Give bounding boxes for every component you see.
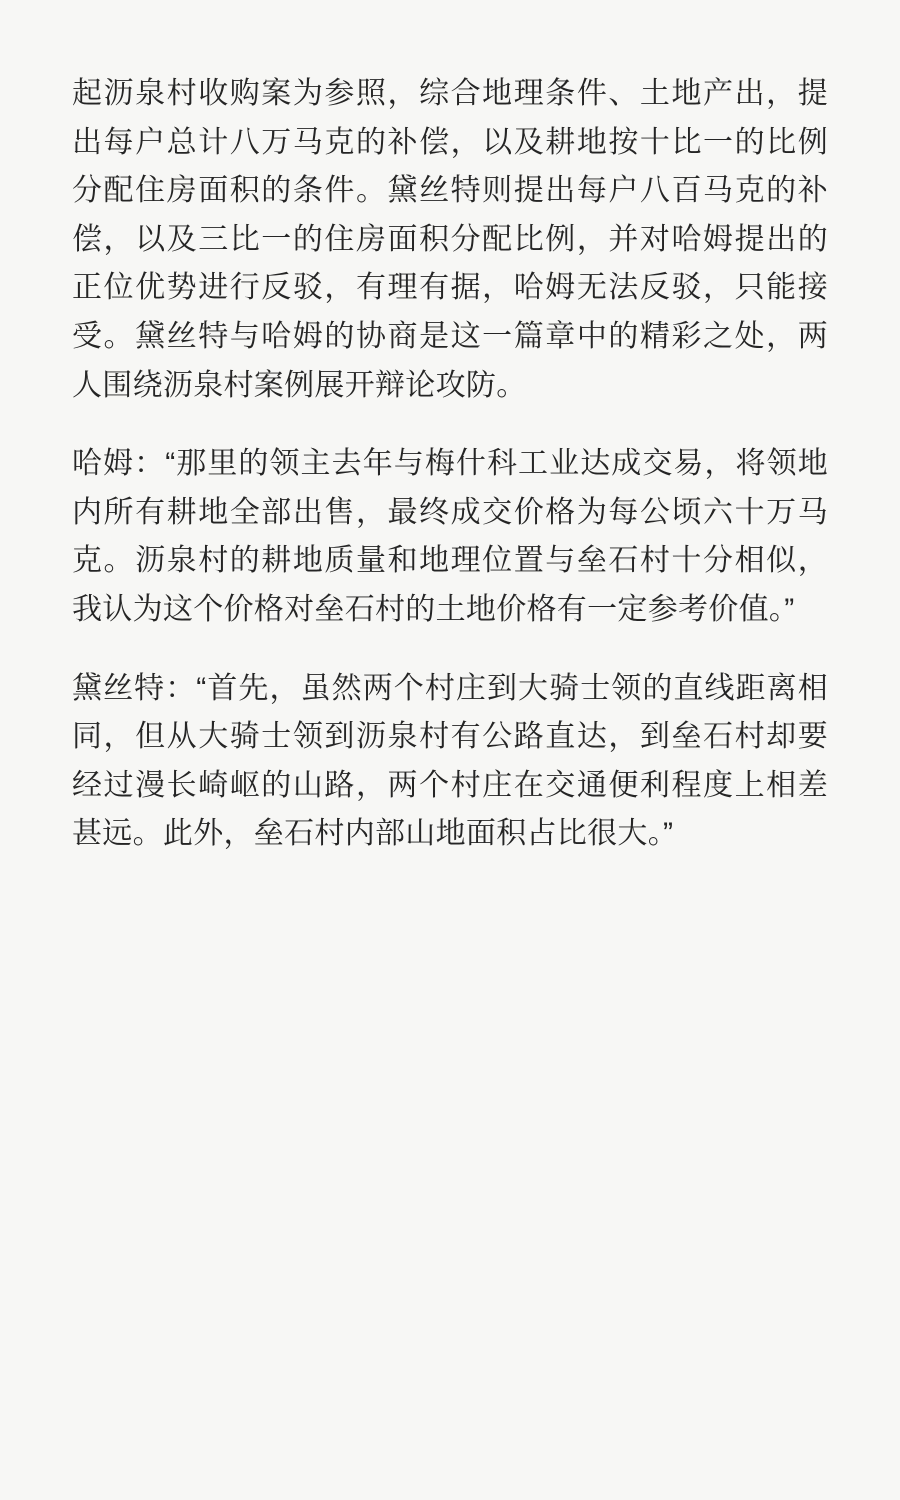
article-body: [72, 70, 828, 859]
paragraph-dest-quote: 黛丝特：“首先，虽然两个村庄到大骑士领的直线距离相同，但从大骑士领到沥泉村有公路直达，到垒石村却要经过漫长崎岖的山路，两个村庄在交通便利程度上相差甚远。此外，垒石村内部山地面积占比很大。”: [72, 671, 828, 851]
paragraph-negotiation-summary: 起沥泉村收购案为参照，综合地理条件、土地产出，提出每户总计八万马克的补偿，以及耕地按十比一的比例分配住房面积的条件。黛丝特则提出每户八百马克的补偿，以及三比一的住房面积分配比例，并对哈姆提出的正位优势进行反驳，有理有据，哈姆无法反驳，只能接受。黛丝特与哈姆的协商是这一篇章中的精彩之处，两人围绕沥泉村案例展开辩论攻防。: [72, 77, 828, 402]
paragraph-ham-quote: 哈姆：“那里的领主去年与梅什科工业达成交易，将领地内所有耕地全部出售，最终成交价格为每公顷六十万马克。沥泉村的耕地质量和地理位置与垒石村十分相似，我认为这个价格对垒石村的土地价格有一定参考价值。”: [72, 447, 828, 626]
